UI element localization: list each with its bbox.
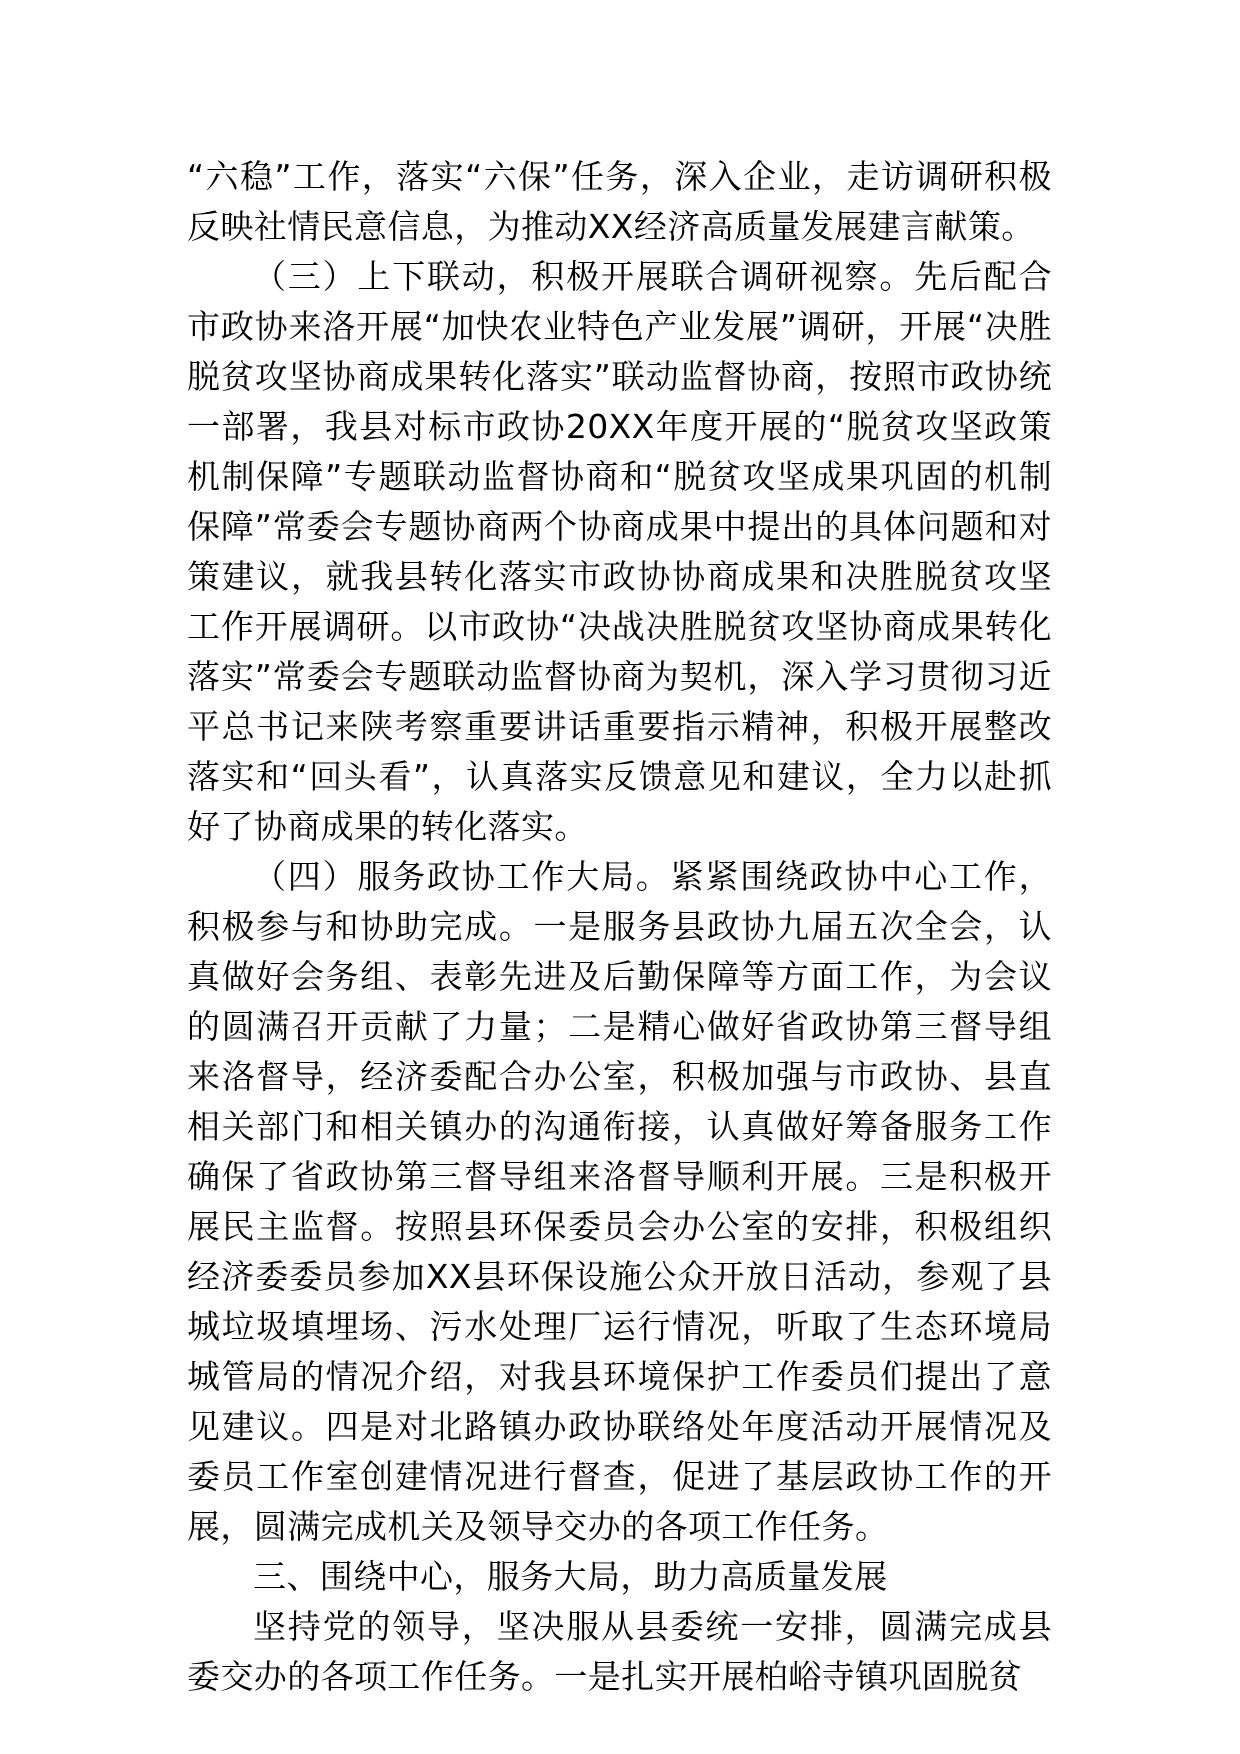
paragraph-section-3-joint-research: （三）上下联动，积极开展联合调研视察。先后配合市政协来洛开展“加快农业特色产业发展”调研，开展“决胜脱贫攻坚协商成果转化落实”联动监督协商，按照市政协统一部署，我县对标市政协20XX年度开展的“脱贫攻坚政策机制保障”专题联动监督协商和“脱贫攻坚成果巩固的机制保障”常委会专题协商两个协商成果中提出的具体问题和对策建议，就我县转化落实市政协协商成果和决胜脱贫攻坚工作开展调研。以市政协“决战决胜脱贫攻坚协商成果转化落实”常委会专题联动监督协商为契机，深入学习贯彻习近平总书记来陕考察重要讲话重要指示精神，积极开展整改落实和“回头看”，认真落实反馈意见和建议，全力以赴抓好了协商成果的转化落实。 bbox=[187, 257, 1052, 846]
paragraph-section-4-serve-cppcc: （四）服务政协工作大局。紧紧围绕政协中心工作，积极参与和协助完成。一是服务县政协九届五次全会，认真做好会务组、表彰先进及后勤保障等方面工作，为会议的圆满召开贡献了力量；二是精心做好省政协第三督导组来洛督导，经济委配合办公室，积极加强与市政协、县直相关部门和相关镇办的沟通衔接，认真做好筹备服务工作确保了省政协第三督导组来洛督导顺利开展。三是积极开展民主监督。按照县环保委员会办公室的安排，积极组织经济委委员参加XX县环保设施公众开放日活动，参观了县城垃圾填埋场、污水处理厂运行情况，听取了生态环境局城管局的情况介绍，对我县环境保护工作委员们提出了意见建议。四是对北路镇办政协联络处年度活动开展情况及委员工作室创建情况进行督查，促进了基层政协工作的开展，圆满完成机关及领导交办的各项工作任务。 bbox=[187, 857, 1052, 1546]
document-body bbox=[187, 152, 1052, 1702]
paragraph-party-leadership: 坚持党的领导，坚决服从县委统一安排，圆满完成县委交办的各项工作任务。一是扎实开展柏峪寺镇巩固脱贫 bbox=[187, 1607, 1052, 1696]
paragraph-liuwen-continuation: “六稳”工作，落实“六保”任务，深入企业，走访调研积极反映社情民意信息，为推动XX经济高质量发展建言献策。 bbox=[187, 157, 1052, 246]
heading-part-3-focus-center: 三、围绕中心，服务大局，助力高质量发展 bbox=[253, 1557, 888, 1596]
